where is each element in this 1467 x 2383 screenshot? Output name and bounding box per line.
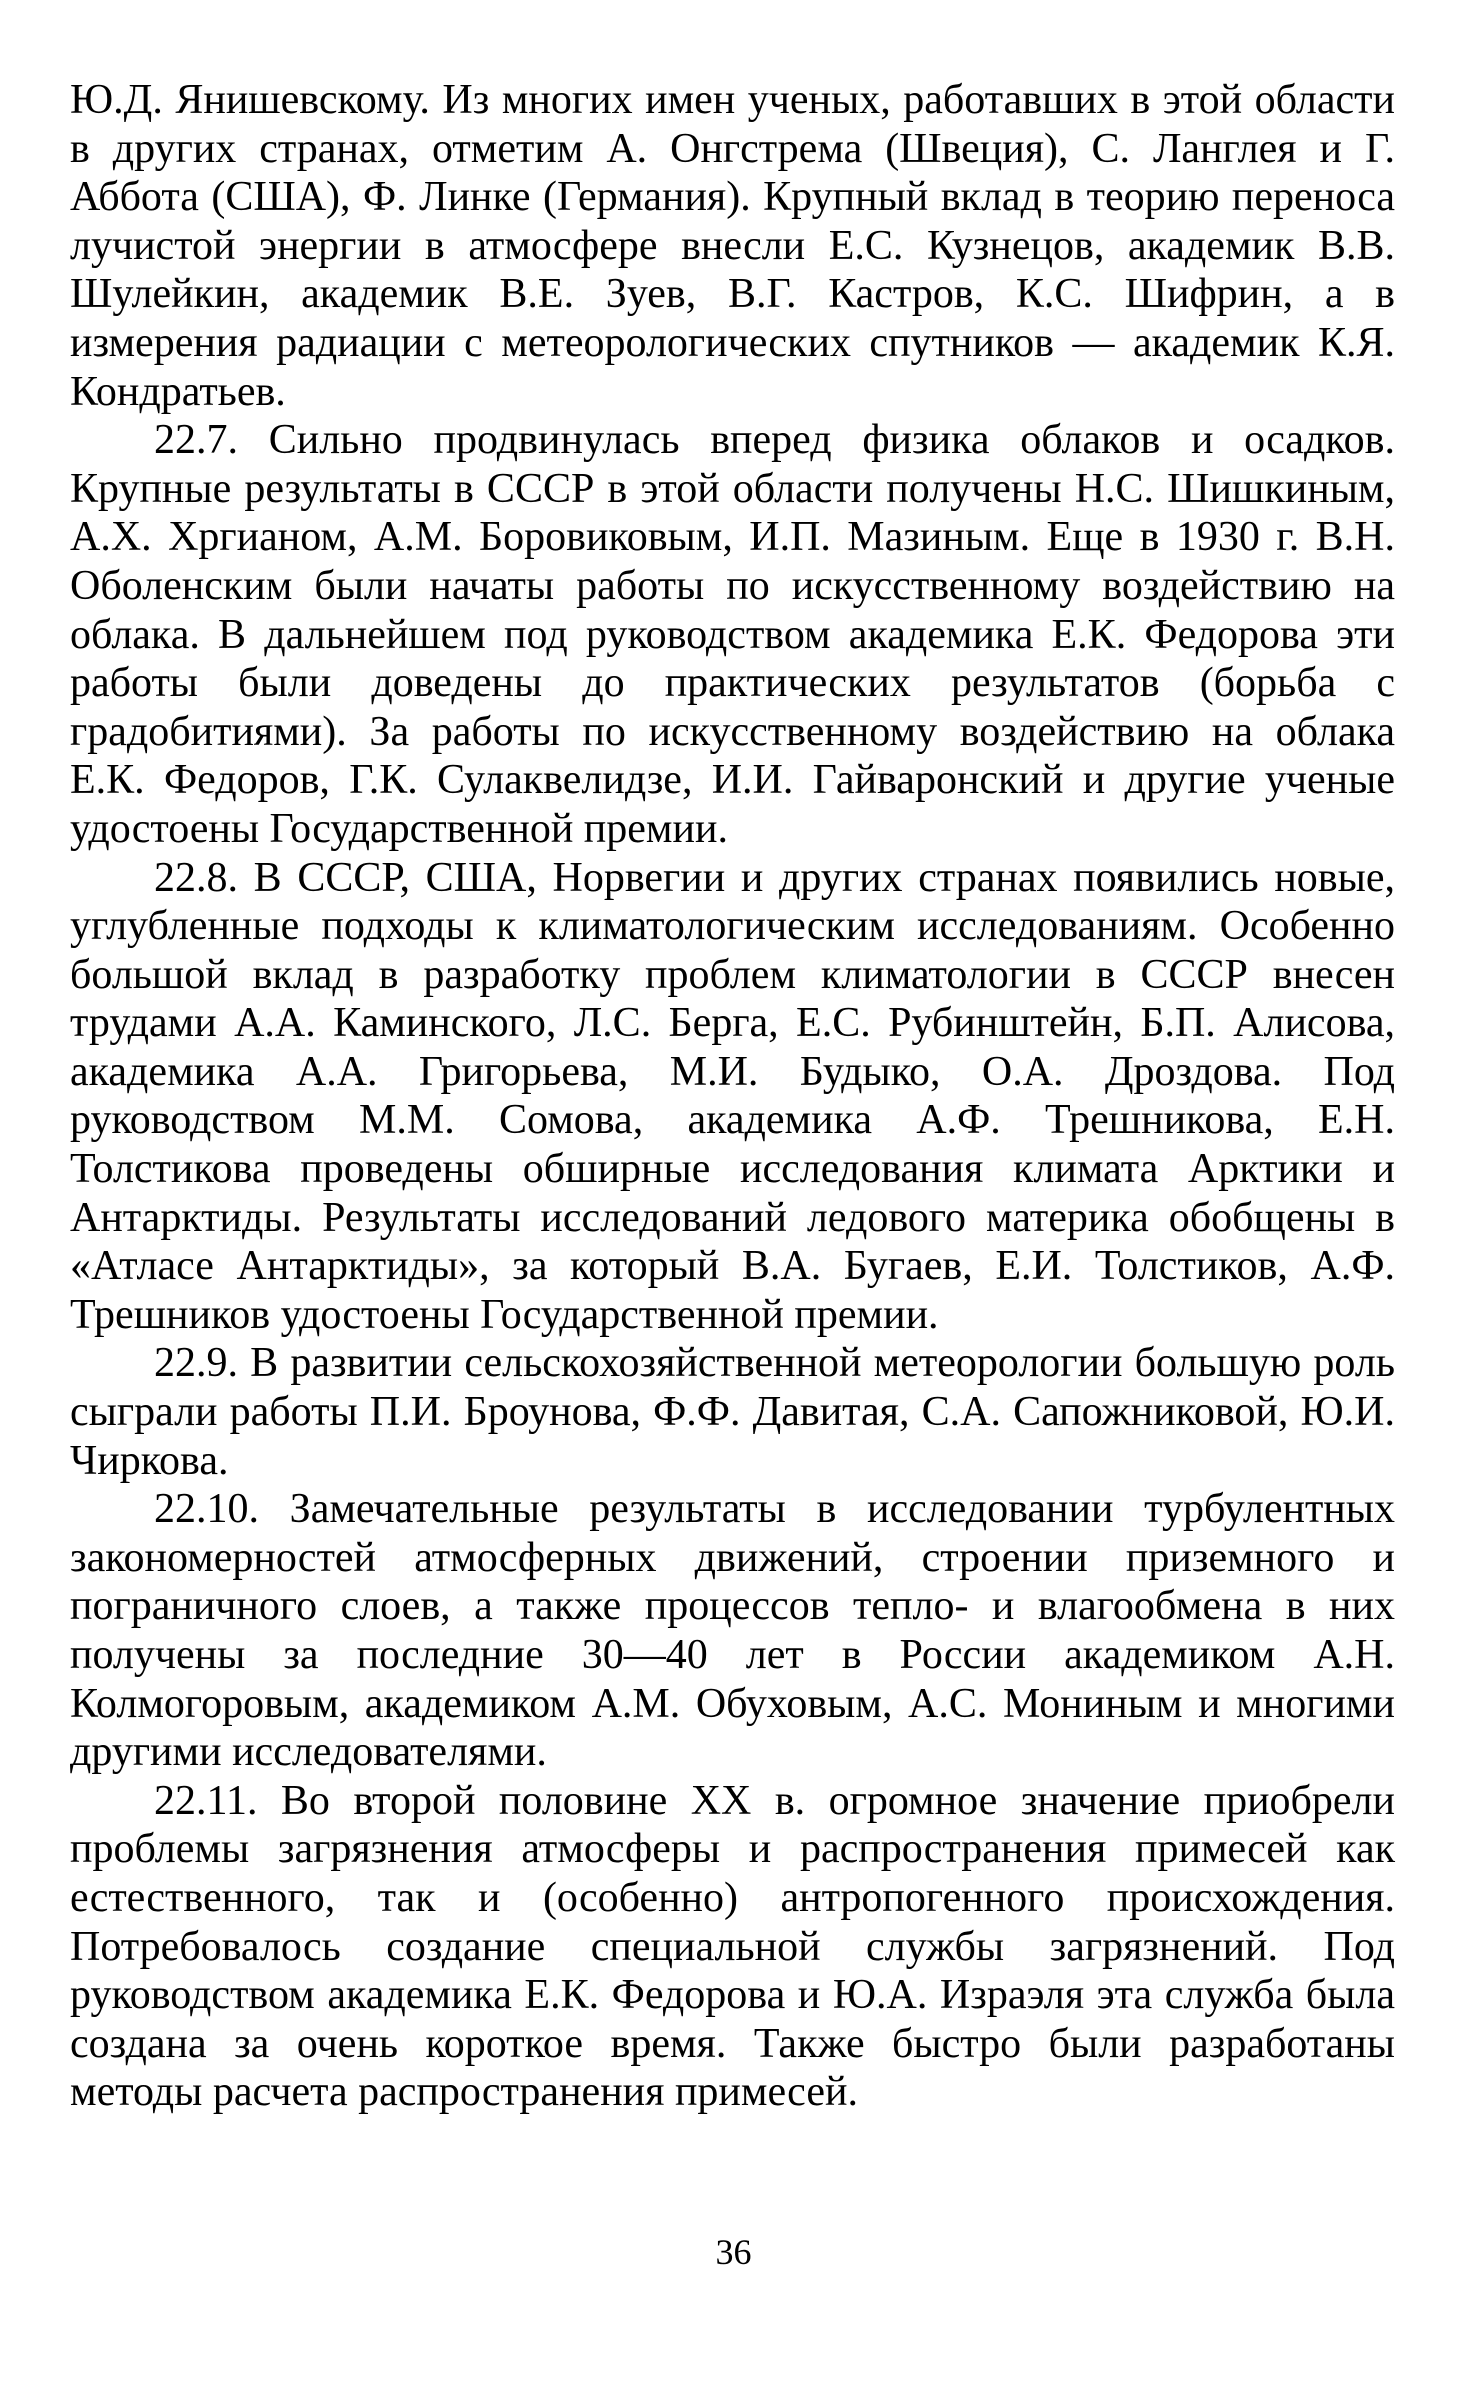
paragraph-22-11: 22.11. Во второй половине XX в. огромное значение приобрели проблемы загрязнения атмосферы и распространения примесей как естественного, так и (особенно) антропогенного происхождения. Потребовалось создание специальной службы загрязнений. Под руководством академика Е.К. Федорова и Ю.А. Израэля эта служба была создана за очень короткое время. Также быстро были разработаны методы расчета распространения примесей. <box>70 1777 1395 2116</box>
paragraph-22-9: 22.9. В развитии сельскохозяйственной метеорологии большую роль сыграли работы П.И. Броунова, Ф.Ф. Давитая, С.А. Сапожниковой, Ю.И. Чиркова. <box>70 1340 1395 1484</box>
page-number: 36 <box>715 2232 752 2272</box>
paragraph-22-10: 22.10. Замечательные результаты в исследовании турбулентных закономерностей атмосферных движений, строении приземного и пограничного слоев, а также процессов тепло- и влагообмена в них получены за последние 30—40 лет в России академиком А.Н. Колмогоровым, академиком А.М. Обуховым, А.С. Мониным и многими другими исследователями. <box>70 1486 1395 1776</box>
page-body <box>70 76 1395 2117</box>
paragraph-22-7: 22.7. Сильно продвинулась вперед физика облаков и осадков. Крупные результаты в СССР в этой области получены Н.С. Шишкиным, А.Х. Хргианом, А.М. Боровиковым, И.П. Мазиным. Еще в 1930 г. В.Н. Оболенским были начаты работы по искусственному воздействию на облака. В дальнейшем под руководством академика Е.К. Федорова эти работы были доведены до практических результатов (борьба с градобитиями). За работы по искусственному воздействию на облака Е.К. Федоров, Г.К. Сулаквелидзе, И.И. Гайваронский и другие ученые удостоены Государственной премии. <box>70 417 1395 852</box>
paragraph-22-8: 22.8. В СССР, США, Норвегии и других странах появились новые, углубленные подходы к климатологическим исследованиям. Особенно большой вклад в разработку проблем климатологии в СССР внесен трудами А.А. Каминского, Л.С. Берга, Е.С. Рубинштейн, Б.П. Алисова, академика А.А. Григорьева, М.И. Будыко, О.А. Дроздова. Под руководством М.М. Сомова, академика А.Ф. Трешникова, Е.Н. Толстикова проведены обширные исследования климата Арктики и Антарктиды. Результаты исследований ледового материка обобщены в «Атласе Антарктиды», за который В.А. Бугаев, Е.И. Толстиков, А.Ф. Трешников удостоены Государственной премии. <box>70 854 1395 1338</box>
paragraph-continuation: Ю.Д. Янишевскому. Из многих имен ученых, работавших в этой области в других странах, отметим А. Онгстрема (Швеция), С. Ланглея и Г. Аббота (США), Ф. Линке (Германия). Крупный вклад в теорию переноса лучистой энергии в атмосфере внесли Е.С. Кузнецов, академик В.В. Шулейкин, академик В.Е. Зуев, В.Г. Кастров, К.С. Шифрин, а в измерения радиации с метеорологических спутников — академик К.Я. Кондратьев. <box>70 77 1395 415</box>
